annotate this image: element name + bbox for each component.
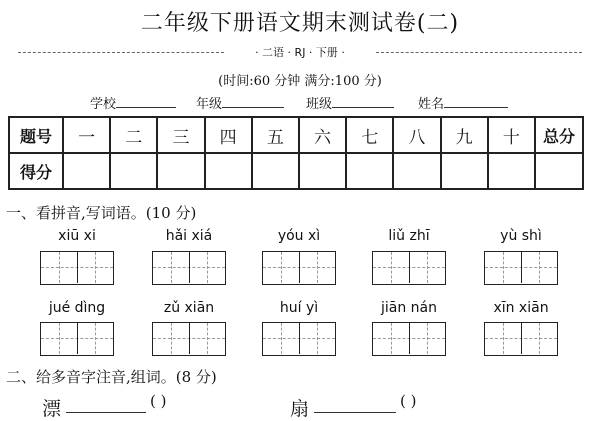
table-header-cell: 总分 <box>535 117 583 153</box>
writing-grid[interactable] <box>262 251 336 285</box>
score-cell[interactable] <box>157 153 204 189</box>
polyphone-char: 扇 <box>290 398 310 420</box>
grid-guide <box>95 323 96 354</box>
grade-label: 年级 <box>196 97 223 112</box>
pinyin-label: jiān nán <box>380 300 437 316</box>
right-dash-divider <box>376 52 582 53</box>
writing-grid[interactable] <box>372 322 446 356</box>
grid-guide <box>281 252 282 283</box>
writing-grid[interactable] <box>262 322 336 356</box>
score-cell[interactable] <box>393 153 440 189</box>
score-cell[interactable] <box>205 153 252 189</box>
grid-divider <box>521 323 522 354</box>
grid-divider <box>299 323 300 354</box>
pinyin-label: yù shì <box>500 228 542 244</box>
grid-divider <box>409 323 410 354</box>
exam-meta: (时间:60 分钟 满分:100 分) <box>218 74 382 89</box>
name-blank[interactable] <box>444 95 508 108</box>
name-field[interactable] <box>418 93 508 112</box>
grid-divider <box>521 252 522 283</box>
score-cell[interactable] <box>346 153 393 189</box>
table-header-cell: 二 <box>110 117 157 153</box>
edition-label: · 二语 · RJ · 下册 · <box>255 46 345 59</box>
grid-guide <box>59 323 60 354</box>
pinyin-label: yóu xì <box>277 228 321 244</box>
polyphone-char: 漂 <box>42 398 62 420</box>
grid-guide <box>171 252 172 283</box>
grid-guide <box>503 323 504 354</box>
pinyin-label: xīn xiān <box>493 300 549 316</box>
grid-guide <box>539 252 540 283</box>
grid-guide <box>317 323 318 354</box>
table-header-cell: 一 <box>63 117 110 153</box>
class-field[interactable] <box>306 93 394 112</box>
section-1-heading: 一、看拼音,写词语。(10 分) <box>6 204 197 222</box>
name-label: 姓名 <box>418 97 445 112</box>
writing-grid[interactable] <box>152 251 226 285</box>
table-header-cell: 四 <box>205 117 252 153</box>
grid-guide <box>207 252 208 283</box>
class-label: 班级 <box>306 97 333 112</box>
class-blank[interactable] <box>332 95 394 108</box>
school-blank[interactable] <box>116 95 176 108</box>
table-header-cell: 九 <box>441 117 488 153</box>
grid-divider <box>409 252 410 283</box>
grade-blank[interactable] <box>222 95 284 108</box>
pinyin-paren[interactable]: ( ) <box>400 392 417 410</box>
pinyin-label: xiū xi <box>58 228 96 244</box>
grid-guide <box>391 323 392 354</box>
grid-divider <box>189 252 190 283</box>
score-row-label: 得分 <box>9 153 63 189</box>
score-cell[interactable] <box>110 153 157 189</box>
section-2-heading: 二、给多音字注音,组词。(8 分) <box>6 368 217 386</box>
answer-line[interactable] <box>314 412 396 413</box>
answer-line[interactable] <box>66 412 146 413</box>
grid-divider <box>299 252 300 283</box>
page-title: 二年级下册语文期末测试卷(二) <box>140 11 460 36</box>
score-table <box>8 116 584 190</box>
writing-grid[interactable] <box>40 251 114 285</box>
subtitle-row <box>0 44 600 60</box>
pinyin-label: liǔ zhī <box>388 228 430 244</box>
pinyin-label: hǎi xiá <box>165 228 213 244</box>
score-cell[interactable] <box>63 153 110 189</box>
grade-field[interactable] <box>196 93 284 112</box>
grid-guide <box>427 323 428 354</box>
table-header-cell: 三 <box>157 117 204 153</box>
school-field[interactable] <box>90 93 176 112</box>
left-dash-divider <box>18 52 224 53</box>
table-header-cell: 十 <box>488 117 535 153</box>
grid-guide <box>539 323 540 354</box>
score-row <box>9 153 583 189</box>
writing-grid[interactable] <box>484 251 558 285</box>
writing-grid[interactable] <box>484 322 558 356</box>
score-cell[interactable] <box>252 153 299 189</box>
question-number-row <box>9 117 583 153</box>
grid-guide <box>95 252 96 283</box>
score-cell[interactable] <box>299 153 346 189</box>
pinyin-label: jué dìng <box>48 300 106 316</box>
score-cell[interactable] <box>535 153 583 189</box>
table-header-cell: 五 <box>252 117 299 153</box>
grid-guide <box>317 252 318 283</box>
writing-grid[interactable] <box>372 251 446 285</box>
score-cell[interactable] <box>441 153 488 189</box>
pinyin-label: huí yì <box>279 300 319 316</box>
grid-guide <box>171 323 172 354</box>
writing-grid[interactable] <box>152 322 226 356</box>
grid-guide <box>59 252 60 283</box>
table-header-cell: 题号 <box>9 117 63 153</box>
grid-guide <box>391 252 392 283</box>
grid-divider <box>77 252 78 283</box>
grid-guide <box>503 252 504 283</box>
school-label: 学校 <box>90 97 117 112</box>
table-header-cell: 八 <box>393 117 440 153</box>
pinyin-label: zǔ xiān <box>163 300 215 316</box>
grid-guide <box>427 252 428 283</box>
grid-divider <box>77 323 78 354</box>
table-header-cell: 六 <box>299 117 346 153</box>
pinyin-paren[interactable]: ( ) <box>150 392 167 410</box>
grid-guide <box>281 323 282 354</box>
writing-grid[interactable] <box>40 322 114 356</box>
grid-divider <box>189 323 190 354</box>
table-header-cell: 七 <box>346 117 393 153</box>
grid-guide <box>207 323 208 354</box>
score-cell[interactable] <box>488 153 535 189</box>
